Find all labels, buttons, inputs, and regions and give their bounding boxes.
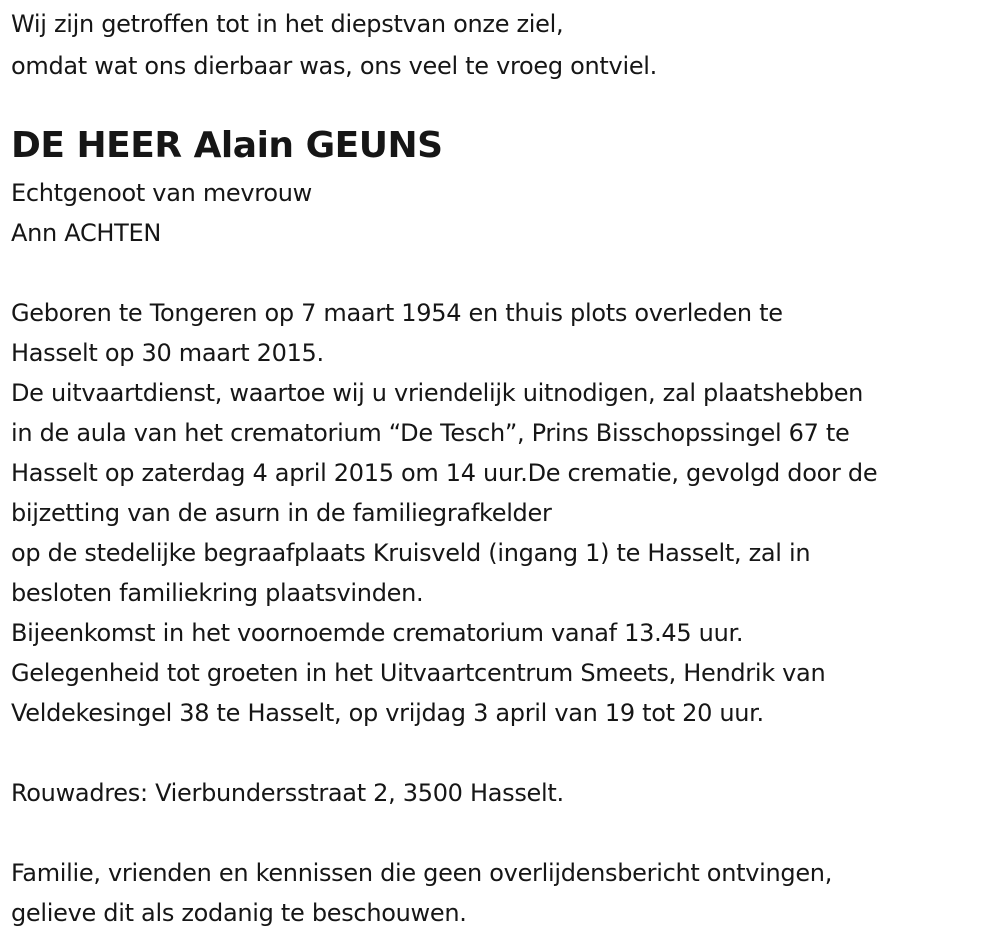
- deceased-name: DE HEER Alain GEUNS: [11, 125, 443, 166]
- body-line: De uitvaartdienst, waartoe wij u vriendelijk uitnodigen, zal plaatshebben: [11, 379, 864, 407]
- body-line: in de aula van het crematorium “De Tesch”, Prins Bisschopssingel 67 te: [11, 419, 850, 447]
- relation-text: Echtgenoot van mevrouw: [11, 179, 312, 207]
- body-line: Veldekesingel 38 te Hasselt, op vrijdag 3 april van 19 tot 20 uur.: [11, 699, 764, 727]
- body-line: Geboren te Tongeren op 7 maart 1954 en thuis plots overleden te: [11, 299, 783, 327]
- body-line: Hasselt op 30 maart 2015.: [11, 339, 324, 367]
- poem-line-1: Wij zijn getroffen tot in het diepstvan onze ziel,: [11, 10, 564, 38]
- body-line: Hasselt op zaterdag 4 april 2015 om 14 uur.De crematie, gevolgd door de: [11, 459, 878, 487]
- poem-line-2: omdat wat ons dierbaar was, ons veel te vroeg ontviel.: [11, 52, 657, 80]
- body-line: op de stedelijke begraafplaats Kruisveld (ingang 1) te Hasselt, zal in: [11, 539, 811, 567]
- closing-line-1: Familie, vrienden en kennissen die geen overlijdensbericht ontvingen,: [11, 859, 833, 887]
- spouse-name: Ann ACHTEN: [11, 219, 162, 247]
- body-line: besloten familiekring plaatsvinden.: [11, 579, 424, 607]
- closing-line-2: gelieve dit als zodanig te beschouwen.: [11, 899, 467, 927]
- mourning-address: Rouwadres: Vierbundersstraat 2, 3500 Hasselt.: [11, 779, 564, 807]
- body-line: bijzetting van de asurn in de familiegrafkelder: [11, 499, 552, 527]
- body-line: Gelegenheid tot groeten in het Uitvaartcentrum Smeets, Hendrik van: [11, 659, 826, 687]
- body-line: Bijeenkomst in het voornoemde crematorium vanaf 13.45 uur.: [11, 619, 744, 647]
